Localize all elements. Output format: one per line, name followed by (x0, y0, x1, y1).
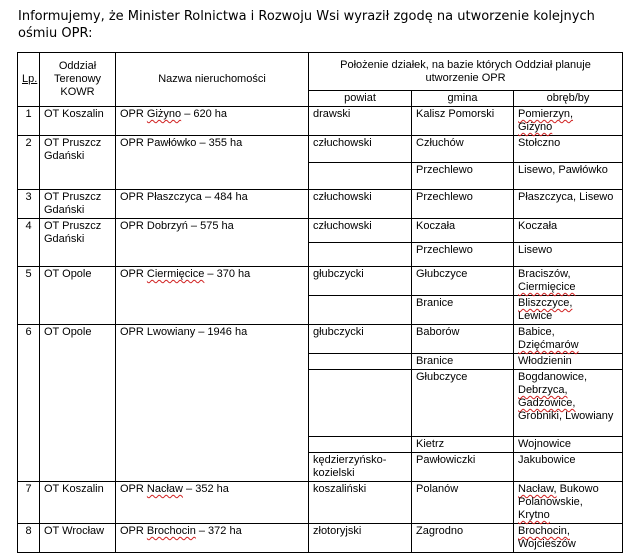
header-oddzial: Oddział Terenowy KOWR (40, 53, 116, 107)
row-powiat (309, 354, 412, 370)
row-gmina: Przechlewo (412, 190, 514, 219)
table-row (18, 190, 623, 219)
row-gmina: Branice (412, 354, 514, 370)
row-gmina: Głubczyce (412, 267, 514, 296)
row-obreb: Nacław, Bukowo Polanowskie, Krytno (514, 482, 623, 524)
table-row (18, 219, 623, 243)
row-lp: 6 (18, 325, 40, 482)
row-gmina: Przechlewo (412, 243, 514, 267)
intro-text (18, 8, 618, 42)
row-powiat: kędzierzyńsko-kozielski (309, 453, 412, 482)
row-powiat: człuchowski (309, 190, 412, 219)
row-name: OPR Lwowiany – 1946 ha (116, 325, 309, 482)
header-obreb: obręb/by (514, 91, 623, 107)
row-name: OPR Płaszczyca – 484 ha (116, 190, 309, 219)
table-row (18, 267, 623, 296)
row-gmina: Przechlewo (412, 163, 514, 190)
row-obreb: Płaszczyca, Lisewo (514, 190, 623, 219)
header-row (18, 53, 623, 91)
row-obreb: Lisewo, Pawłówko (514, 163, 623, 190)
row-ot: OT Opole (40, 267, 116, 325)
intro-line-1: Informujemy, że Minister Rolnictwa i Rozwoju Wsi wyraził zgodę na utworzenie kolejnych (18, 9, 595, 24)
header-powiat: powiat (309, 91, 412, 107)
row-gmina: Branice (412, 296, 514, 325)
row-obreb: Bliszczyce, Lewice (514, 296, 623, 325)
row-obreb: Włodzienin (514, 354, 623, 370)
row-name: OPR Ciermięcice – 370 ha (116, 267, 309, 325)
row-ot: OT Koszalin (40, 107, 116, 136)
row-obreb: Jakubowice (514, 453, 623, 482)
row-powiat: człuchowski (309, 136, 412, 163)
row-gmina: Pawłowiczki (412, 453, 514, 482)
row-name: OPR Brochocin – 372 ha (116, 524, 309, 553)
row-powiat: drawski (309, 107, 412, 136)
row-lp: 4 (18, 219, 40, 267)
row-powiat (309, 243, 412, 267)
table-row (18, 524, 623, 553)
row-gmina: Baborów (412, 325, 514, 354)
row-gmina: Kietrz (412, 437, 514, 453)
row-obreb: Lisewo (514, 243, 623, 267)
header-nazwa: Nazwa nieruchomości (116, 53, 309, 107)
row-powiat (309, 370, 412, 437)
row-powiat: koszaliński (309, 482, 412, 524)
row-gmina: Głubczyce (412, 370, 514, 437)
row-ot: OT Pruszcz Gdański (40, 136, 116, 190)
row-ot: OT Pruszcz Gdański (40, 219, 116, 267)
row-ot: OT Pruszcz Gdański (40, 190, 116, 219)
row-powiat: złotoryjski (309, 524, 412, 553)
row-lp: 1 (18, 107, 40, 136)
table-row (18, 325, 623, 354)
header-gmina: gmina (412, 91, 514, 107)
row-name: OPR Giżyno – 620 ha (116, 107, 309, 136)
row-lp: 7 (18, 482, 40, 524)
opr-table (17, 52, 623, 553)
row-gmina: Polanów (412, 482, 514, 524)
row-ot: OT Koszalin (40, 482, 116, 524)
row-powiat: człuchowski (309, 219, 412, 243)
row-name: OPR Dobrzyń – 575 ha (116, 219, 309, 267)
row-gmina: Człuchów (412, 136, 514, 163)
row-obreb: Brochocin, Wojcieszów (514, 524, 623, 553)
row-obreb: Braciszów, Ciermięcice (514, 267, 623, 296)
row-ot: OT Wrocław (40, 524, 116, 553)
row-powiat: głubczycki (309, 267, 412, 296)
row-obreb: Wojnowice (514, 437, 623, 453)
row-obreb: Stołczno (514, 136, 623, 163)
row-obreb: Bogdanowice, Debrzyca, Gadzowice, Grobniki, Lwowiany (514, 370, 623, 437)
row-powiat (309, 163, 412, 190)
row-powiat: głubczycki (309, 325, 412, 354)
table-row (18, 136, 623, 163)
row-gmina: Zagrodno (412, 524, 514, 553)
row-lp: 2 (18, 136, 40, 190)
row-lp: 3 (18, 190, 40, 219)
row-name: OPR Pawłówko – 355 ha (116, 136, 309, 190)
row-gmina: Koczała (412, 219, 514, 243)
table-row (18, 482, 623, 524)
header-lp: Lp. (18, 53, 40, 107)
row-name: OPR Nacław – 352 ha (116, 482, 309, 524)
table-row (18, 107, 623, 136)
row-lp: 8 (18, 524, 40, 553)
header-polozenie: Położenie działek, na bazie których Oddział planuje utworzenie OPR (309, 53, 623, 91)
row-ot: OT Opole (40, 325, 116, 482)
row-obreb: Pomierzyn, Giżyno (514, 107, 623, 136)
row-gmina: Kalisz Pomorski (412, 107, 514, 136)
row-obreb: Babice, Dzięćmarów (514, 325, 623, 354)
row-powiat (309, 296, 412, 325)
row-lp: 5 (18, 267, 40, 325)
intro-line-2: ośmiu OPR: (18, 26, 93, 41)
row-powiat (309, 437, 412, 453)
row-obreb: Koczała (514, 219, 623, 243)
